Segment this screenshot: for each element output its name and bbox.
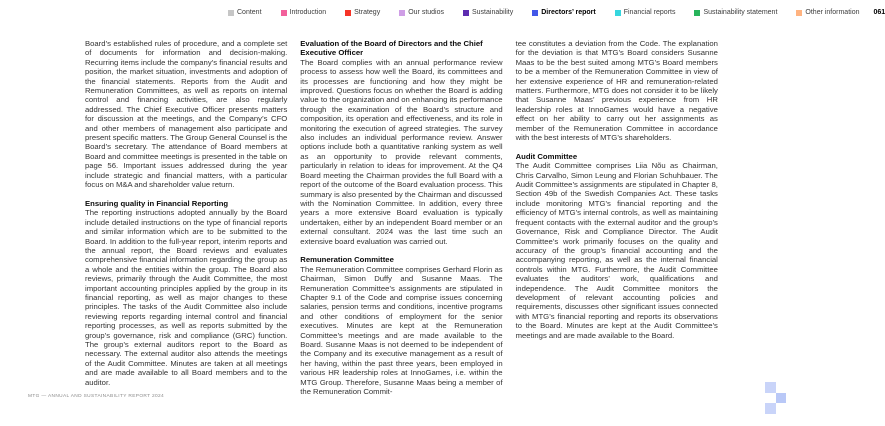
body-paragraph: The Audit Committee comprises Liia Nõu as Chairman, Chris Carvalho, Simon Leung and Florian Schuhbauer. The Audit Committee’s assignments are stipulated in Chapter 8, Section 49b of the Swedish Companies Act. These tasks include monitoring MTG’s financial reporting and the efficiency of MTG’s internal controls, as well as maintaining frequent contacts with the external auditor and the group’s Governance, Risk and Compliance Director. The Audit Committee’s work primarily focuses on the quality and accuracy of the group’s financial accounting and the accompanying reporting, as well as the internal financial controls within MTG. Furthermore, the Audit Committee evaluates the auditors’ work, qualifications and independence. The Audit Committee monitors the development of relevant accounting policies and requirements, discusses other significant issues connected with MTG’s financial reporting and reports its observations to the Board. Minutes are kept at the Audit Committee’s meetings and are made available to the Board.	[515, 161, 718, 340]
section-heading-remuneration-committee: Remuneration Committee	[300, 255, 394, 265]
nav-item-our-studios[interactable]	[399, 9, 444, 16]
nav-item-financial-reports[interactable]	[615, 9, 676, 16]
footer-report-title: MTG — ANNUAL AND SUSTAINABILITY REPORT 2024	[28, 394, 165, 399]
pixel-square	[776, 393, 787, 404]
page-number: 061	[873, 9, 885, 16]
strategy-section-marker-icon	[345, 10, 351, 16]
nav-item-content[interactable]	[228, 9, 262, 16]
sustainability-section-marker-icon	[463, 10, 469, 16]
pixel-square	[765, 403, 776, 414]
directors-report-section-marker-icon	[532, 10, 538, 16]
text-column-1	[85, 39, 287, 396]
nav-item-label: Sustainability statement	[703, 9, 778, 16]
body-paragraph: The Remuneration Committee comprises Gerhard Florin as Chairman, Simon Duffy and Susanne Maas. The Remuneration Committee’s assignments are stipulated in Chapter 9.1 of the Code and comprise issues concerning salaries, pension terms and conditions, incentive programs and other conditions of employment for the senior executives. Minutes are kept at the Remuneration Committee’s meetings and are made available to the Board. Susanne Maas is not deemed to be independent of the Company and its executive management as a result of her having, within the past three years, been employed in various HR leadership roles at InnoGames, i.e. within the MTG Group. Therefore, Susanne Maas being a member of the Remuneration Commit-	[300, 264, 503, 397]
introduction-section-marker-icon	[281, 10, 287, 16]
nav-item-directors-report[interactable]	[532, 9, 595, 16]
body-paragraph: Board’s established rules of procedure, and a complete set of documents for information and decision-making. Recurring items include the company’s financial results and position, the market situation, investments and adoption of the financial statements. Reports from the Audit and Remuneration Committees, as well as reports on internal control and financing activities, are also regularly addressed. The Chief Executive Officer presents matters for discussion at the meetings, and the Company’s CFO and other members of management also participate and present specific matters. The Group General Counsel is the Board’s secretary. The attendance of Board members at Board and committee meetings is presented in the table on page 56. Important issues addressed during the year include strategic and financial matters, with a particular focus on M&A and shareholder value return.	[85, 39, 288, 190]
nav-item-label: Content	[237, 9, 262, 16]
nav-item-label: Directors’ report	[541, 9, 596, 16]
nav-item-strategy[interactable]	[345, 9, 380, 16]
body-paragraph: The Board complies with an annual performance review process to assess how well the Board, its committees and its processes are functioning and how they might be improved. Questions focus on whether the Board is adding value to the organization and on enhancing its performance through the examination of the Board’s structure and composition, its operation and effectiveness, and its role in monitoring the execution of agreed strategies. The survey also includes an individual performance review. Answer options include both a quantitative ranking system as well as an opportunity to provide relevant comments, particularly in relation to ideas for improvement. At the Q4 Board meeting the Chairman provides the full Board with a report of the outcome of the Board evaluation process. This summary is also presented by the Chairman and discussed with the Nomination Committee. In addition, every three years a more extensive Board evaluation is typically undertaken, either by an independent Board member or an external consultant. 2024 was the last time such an extensive board evaluation was carried out.	[300, 57, 503, 246]
body-paragraph: The reporting instructions adopted annually by the Board include detailed instructions on the type of financial reports and similar information which are to be submitted to the Board. In addition to the full-year report, interim reports and the annual report, the Board reviews and evaluates comprehensive financial information regarding the group as a whole and the entities within the group. The Board also reviews, primarily through the Audit Committee, the most important accounting principles applied by the group in its financial reporting, as well as major changes to these principles. The tasks of the Audit Committee also include reviewing reports regarding internal control and financial reporting processes, as well as reports submitted by the group’s governance, risk and compliance (GRC) function. The group’s external auditors report to the Board as necessary. The external auditor also attends the meetings of the Audit Committee. Minutes are taken at all meetings and are made available to all Board members and to the auditor.	[85, 208, 288, 387]
pixel-mosaic-decoration	[765, 382, 786, 413]
nav-item-introduction[interactable]	[281, 9, 327, 16]
our-studios-section-marker-icon	[399, 10, 405, 16]
sustainability-statement-section-marker-icon	[694, 10, 700, 16]
nav-item-label: Financial reports	[623, 9, 676, 16]
section-nav	[228, 9, 860, 16]
nav-item-label: Sustainability	[472, 9, 514, 16]
content-section-marker-icon	[228, 10, 234, 16]
text-column-2	[300, 39, 502, 396]
nav-item-label: Our studios	[408, 9, 444, 16]
pixel-square	[765, 382, 776, 393]
nav-item-sustainability-statement[interactable]	[694, 9, 777, 16]
page-content	[85, 39, 718, 396]
financial-reports-section-marker-icon	[615, 10, 621, 16]
section-heading-ensuring-quality: Ensuring quality in Financial Reporting	[85, 198, 229, 208]
other-information-section-marker-icon	[796, 10, 802, 16]
section-heading-board-evaluation: Evaluation of the Board of Directors and the Chief Executive Officer	[300, 39, 483, 58]
nav-item-other-information[interactable]	[796, 9, 859, 16]
top-navigation	[228, 9, 885, 16]
section-heading-audit-committee: Audit Committee	[515, 151, 578, 161]
report-footer	[28, 394, 164, 399]
text-column-3	[516, 39, 718, 396]
nav-item-label: Other information	[805, 9, 860, 16]
body-paragraph: tee constitutes a deviation from the Code. The explanation for the deviation is that MTG’s Board considers Susanne Maas to be the best suited among MTG’s Board members to be a member of the Remuneration Committee in view of her extensive experience of HR and remuneration-related matters. Furthermore, MTG does not consider it to be likely that Susanne Maas’ previous experience from HR leadership roles at InnoGames would have a negative effect on her ability to carry out her assignments as member of the Remuneration Committee in accordance with the best interests of MTG’s shareholders.	[515, 39, 718, 143]
nav-item-sustainability[interactable]	[463, 9, 513, 16]
nav-item-label: Strategy	[354, 9, 381, 16]
nav-item-label: Introduction	[289, 9, 327, 16]
